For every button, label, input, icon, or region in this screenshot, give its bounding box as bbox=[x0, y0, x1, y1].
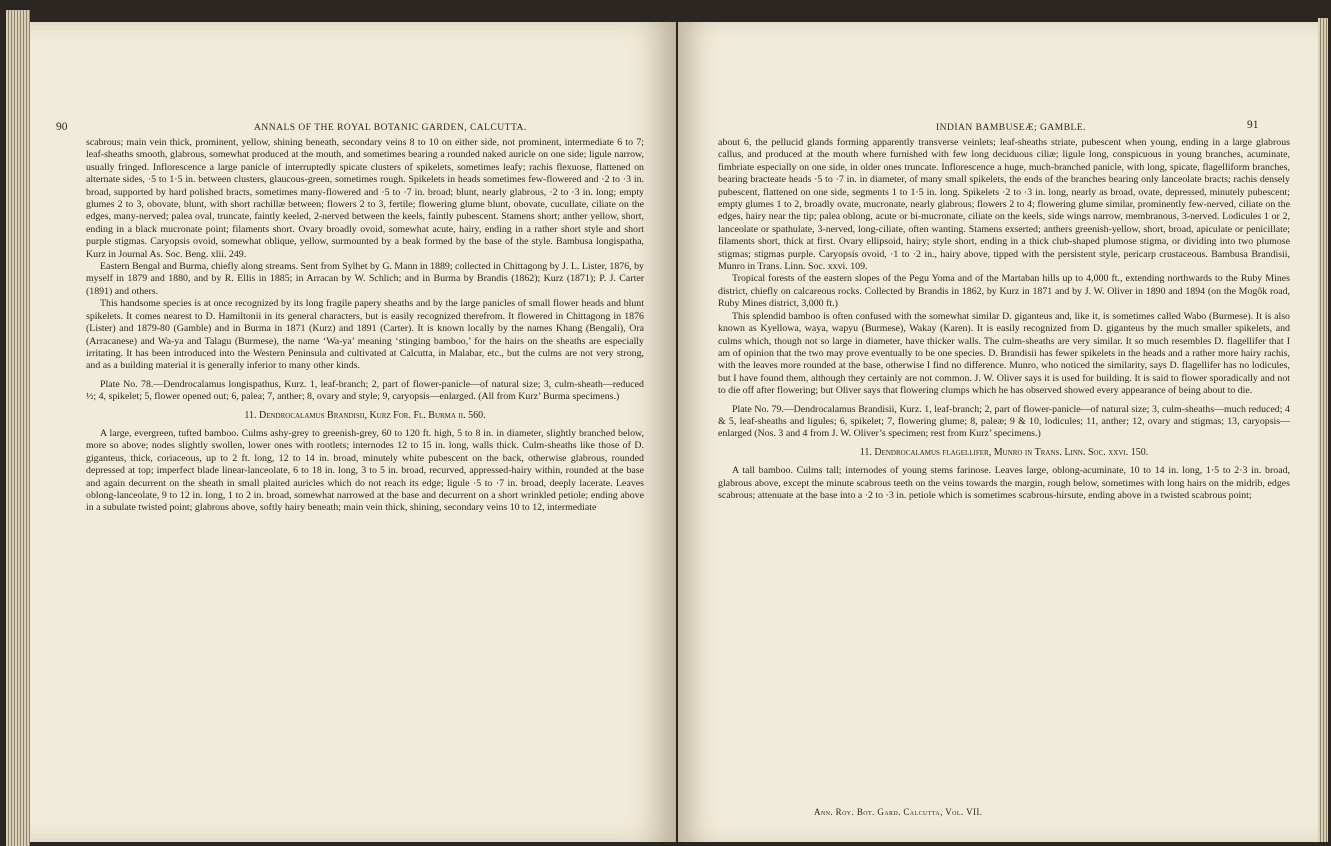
right-text-column bbox=[718, 137, 1290, 502]
page-number-right: 91 bbox=[1247, 119, 1259, 131]
left-page bbox=[30, 22, 676, 842]
plate-caption: Plate No. 79.—Dendrocalamus Brandisii, Kurz. 1, leaf-branch; 2, part of flower-panicle—of natural size; 3, culm-sheaths—much reduced; 4 & 5, leaf-sheaths and ligules; 6, spikelet; 7, flowering glume; 8, paleæ; 9 & 10, lodicules; 11, anther; 12, ovary and stigmas; 13, caryopsis—enlarged (Nos. 3 and 4 from J. W. Oliver’s specimen; rest from Kurz’ specimens.) bbox=[718, 403, 1290, 440]
right-page bbox=[678, 22, 1318, 842]
species-heading: 11. Dendrocalamus flagellifer, Munro in Trans. Linn. Soc. xxvi. 150. bbox=[859, 446, 1149, 458]
plate-caption: Plate No. 78.—Dendrocalamus longispathus, Kurz. 1, leaf-branch; 2, part of flower-panicle—of natural size; 3, culm-sheath—reduced ½; 4, spikelet; 5, flower opened out; 6, palea; 7, anther; 8, ovary and style; 9, caryopsis—enlarged. (All from Kurz’ Burma specimens.) bbox=[86, 378, 644, 403]
page-footer: Ann. Roy. Bot. Gard. Calcutta, Vol. VII. bbox=[814, 807, 983, 817]
left-paragraph: scabrous; main vein thick, prominent, yellow, shining beneath, secondary veins 8 to 10 on either side, not prominent, intermediate 6 to 7; leaf-sheaths smooth, glabrous, somewhat produced at the mouth, and sometimes bearing a rounded naked auricle on one side; ligule narrow, usually fringed. Inflorescence a large panicle of interruptedly spicate clusters of spikelets, sometimes leafy; rachis flexuose, flattened on alternate sides, ·5 to 1·5 in. between clusters, glaucous-green, sometimes rough. Spikelets in heads sometimes few-flowered and ·2 to ·3 in. broad, supported by hard polished bracts, sometimes many-flowered and ·5 to ·7 in. broad; blunt, nearly glabrous, ·2 to ·3 in. long; empty glumes 2 to 3, obovate, blunt, with short rachillæ between; flowers 2 to 3, fertile; flowering glume blunt, obovate, cucullate, ciliate on the edges, many-nerved; palea oval, truncate, faintly keeled, 2-nerved between the keels, faintly pubescent. Stamens short; anther yellow, short, ending in a black mucronate point; filaments short. Ovary broadly ovoid, somewhat acute, hairy, ending in a rather short style and short purple stigmas. Caryopsis ovoid, somewhat oblique, yellow, surmounted by a beak formed by the base of the style. Bambusa longispatha, Kurz in Journal As. Soc. Beng. xlii. 249. bbox=[86, 137, 644, 260]
left-paragraph: Eastern Bengal and Burma, chiefly along streams. Sent from Sylhet by G. Mann in 1889; collected in Chittagong by J. L. Lister, 1876, by myself in 1879 and 1880, and by R. Ellis in 1885; in Arracan by W. Schlich; and in Burma by Brandis (1862); Kurz (1871); P. J. Carter (1891) and others. bbox=[86, 261, 644, 297]
species-heading: 11. Dendrocalamus Brandisii, Kurz For. Fl. Burma ii. 560. bbox=[244, 409, 486, 421]
right-paragraph: This splendid bamboo is often confused with the somewhat similar D. giganteus and, like it, is sometimes called Wabo (Burmese). It is also known as Kyellowa, waya, wapyu (Burmese), Wakay (Karen). It is easily recognized from D. giganteus by the much smaller spikelets, and culms which, though not so large in diameter, have thicker walls. The culm-sheaths are very similar. It so much resembles D. flagellifer that I am of opinion that the two may prove eventually to be one species. D. Brandisii has fewer spikelets in the heads and a rather more hairy rachis, with the leaves more rounded at the base, otherwise I find no difference. Munro, who noticed the similarity, says D. flagellifer has no lodicules, but I have found them, although they certainly are not common. J. W. Oliver says it is used for building. It is said to flower sporadically and not to die off after flowering; but Oliver says that flowering clumps which he has observed showed every appearance of being about to die. bbox=[718, 310, 1290, 397]
right-page-edges bbox=[1318, 18, 1328, 842]
species-description: A tall bamboo. Culms tall; internodes of young stems farinose. Leaves large, oblong-acuminate, 10 to 14 in. long, 1·5 to 2·3 in. broad, glabrous above, except the minute scabrous teeth on the veins towards the margin, rough below, sometimes with long hairs on the midrib, edges scabrous; attenuate at the base into a ·2 to ·3 in. petiole which is sometimes scabrous-hirsute, ending above in a twisted scabrous point; bbox=[718, 465, 1290, 501]
left-text-column bbox=[86, 137, 644, 515]
running-head-right: INDIAN BAMBUSEÆ; GAMBLE. bbox=[936, 123, 1087, 133]
left-paragraph: This handsome species is at once recognized by its long fragile papery sheaths and by the large panicles of small flower heads and blunt spikelets. It comes nearest to D. Hamiltonii in its general characters, but is easily recognized therefrom. It flowered in Chittagong in 1876 (Lister) and 1879-80 (Gamble) and in Burma in 1871 (Kurz) and 1891 (Carter). It is known locally by the names Khang (Bengali), Ora (Arracanese) and Wa-ya and Talagu (Burmese), the name ‘Wa-ya’ meaning ‘stinging bamboo,’ for the hairs on the sheaths are especially irritating. It has been introduced into the Western Peninsula and cultivated at Calcutta, in Malabar, etc., but the culms are not very strong, and as a building material it is generally inferior to many other kinds. bbox=[86, 298, 644, 372]
right-paragraph: about 6, the pellucid glands forming apparently transverse veinlets; leaf-sheaths striate, pubescent when young, ending in a large glabrous callus, and produced at the mouth where furnished with few long deciduous ciliæ; ligule long, conspicuous in young branches, acuminate, fimbriate especially on one side, in older ones truncate. Inflorescence a huge, much-branched panicle, with long, spicate, flagelliform branches, bearing bracteate heads ·5 to ·7 in. in diameter, of many small spikelets, the ends of the branches bearing only lanceolate bracts; rachis densely pubescent, flattened on one side, segments 1 to 1·5 in. long. Spikelets ·2 to ·3 in. long, nearly as broad, ovate, depressed, minutely pubescent; empty glumes 1 to 2, broadly ovate, mucronate, nearly glabrous; flowers 2 to 4; flowering glume similar, prominently few-nerved, ciliate on the edges, hairy near the tip; palea oblong, acute or bi-mucronate, ciliate on the keels, side wings narrow, membranous, 3-nerved. Lodicules 1 or 2, lanceolate or spathulate, 3-nerved, long-ciliate, often wanting. Stamens exserted; anthers greenish-yellow, short, broad, apiculate or penicillate; filaments short, thick at first. Ovary ellipsoid, hairy; style short, ending in a thick club-shaped plumose stigma, or dividing into two plumose stigmas; stigmas purple. Caryopsis ovoid, ·1 to ·2 in., hairy above, tipped with the persistent style, pericarp crustaceous. Bambusa Brandisii, Munro in Trans. Linn. Soc. xxvi. 109. bbox=[718, 137, 1290, 273]
page-number-left: 90 bbox=[56, 121, 68, 133]
left-page-edges bbox=[6, 10, 30, 846]
right-paragraph: Tropical forests of the eastern slopes of the Pegu Yoma and of the Martaban hills up to 4,000 ft., extending northwards to the Ruby Mines district, chiefly on calcareous rocks. Collected by Brandis in 1862, by Kurz in 1871 and by J. W. Oliver in 1890 and 1894 (on the Mogôk road, Ruby Mines district, 3,000 ft.) bbox=[718, 273, 1290, 310]
species-description: A large, evergreen, tufted bamboo. Culms ashy-grey to greenish-grey, 60 to 120 ft. high, 5 to 8 in. in diameter, slightly branched below, more so above; nodes slightly swollen, lower ones with rootlets; internodes 12 to 15 in. long, walls thick. Culm-sheaths like those of D. giganteus, thick, coriaceous, up to 2 ft. long, 12 to 14 in. broad, minutely white pubescent on the back, otherwise glabrous, rounded depressed at top; imperfect blade linear-lanceolate, 6 to 18 in. long, 3 to 5 in. broad, recurved, appressed-hairy within, rounded at the base and again decurrent on the sheath in small plaited auricles which do not reach its edge; ligule ·5 to ·7 in. broad, deeply lacerate. Leaves oblong-lanceolate, 9 to 12 in. long, 1 to 2 in. broad, somewhat narrowed at the base and decurrent on a short wrinkled petiole; ending above in a subulate twisted point; glabrous above, softly hairy beneath; main vein thick, shining, secondary veins 10 to 12, intermediate bbox=[86, 427, 644, 514]
running-head-left: ANNALS OF THE ROYAL BOTANIC GARDEN, CALCUTTA. bbox=[254, 123, 527, 133]
